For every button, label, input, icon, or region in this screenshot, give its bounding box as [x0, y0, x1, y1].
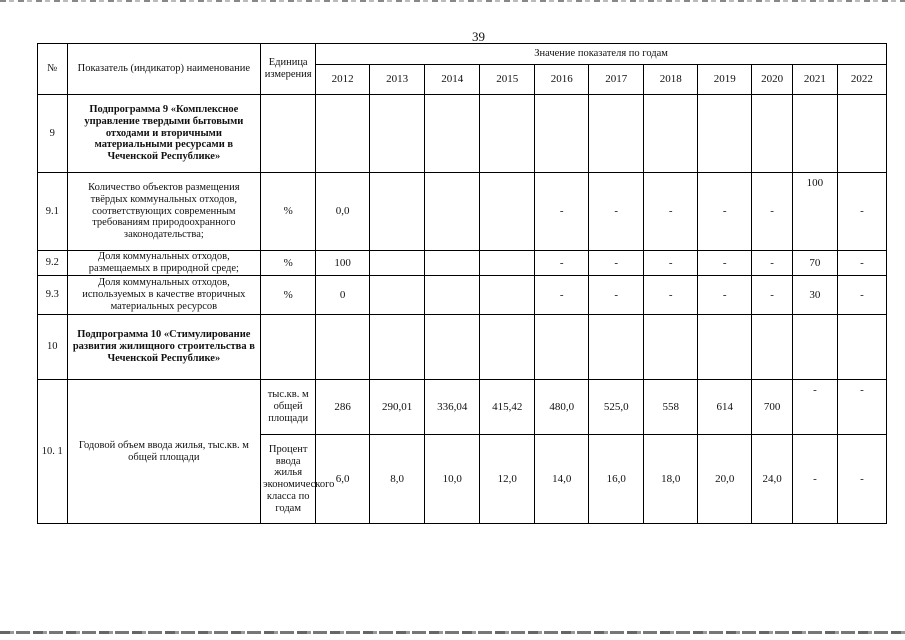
value-cell: - — [535, 276, 589, 315]
value-cell: 614 — [698, 380, 752, 435]
header-year: 2017 — [589, 65, 644, 95]
value-cell — [480, 251, 535, 276]
value-cell: 0,0 — [316, 173, 370, 251]
scan-bottom-edge — [0, 631, 905, 634]
header-year: 2018 — [644, 65, 698, 95]
value-cell: 480,0 — [535, 380, 589, 435]
value-cell: 415,42 — [480, 380, 535, 435]
table-row-9 — [38, 95, 887, 173]
unit: % — [261, 173, 316, 251]
indicator-name: Доля коммунальных отходов, размещаемых в природной среде; — [67, 251, 261, 276]
value-cell: - — [698, 173, 752, 251]
table-row-9-1 — [38, 173, 887, 251]
value-cell: 70 — [792, 251, 837, 276]
value-cell — [425, 251, 480, 276]
indicators-table — [37, 43, 887, 524]
value-cell: 0 — [316, 276, 370, 315]
value-cell — [480, 173, 535, 251]
value-cell: 336,04 — [425, 380, 480, 435]
table-row-10 — [38, 315, 887, 380]
header-year: 2021 — [792, 65, 837, 95]
value-cell — [370, 276, 425, 315]
value-cell: - — [535, 173, 589, 251]
value-cell: 525,0 — [589, 380, 644, 435]
header-no: № — [38, 44, 68, 95]
value-cell: - — [752, 251, 793, 276]
row-number: 9.3 — [38, 276, 68, 315]
unit: % — [261, 276, 316, 315]
row-number: 10 — [38, 315, 68, 380]
header-year: 2012 — [316, 65, 370, 95]
value-cell: - — [535, 251, 589, 276]
header-year: 2016 — [535, 65, 589, 95]
header-unit: Единица измерения — [261, 44, 316, 95]
value-cell — [370, 251, 425, 276]
header-year: 2022 — [837, 65, 886, 95]
unit: % — [261, 251, 316, 276]
header-year: 2015 — [480, 65, 535, 95]
value-cell: 558 — [644, 380, 698, 435]
value-cell: 286 — [316, 380, 370, 435]
value-cell: - — [792, 435, 837, 524]
value-cell: 24,0 — [752, 435, 793, 524]
subprogram-title: Подпрограмма 10 «Стимулирование развития жилищного строительства в Чеченской Республике» — [67, 315, 261, 380]
value-cell: 18,0 — [644, 435, 698, 524]
value-cell: 12,0 — [480, 435, 535, 524]
value-cell: - — [837, 251, 886, 276]
value-cell: - — [752, 173, 793, 251]
header-indicator: Показатель (индикатор) наименование — [67, 44, 261, 95]
header-year: 2013 — [370, 65, 425, 95]
value-cell — [480, 276, 535, 315]
value-cell: 290,01 — [370, 380, 425, 435]
value-cell: - — [644, 173, 698, 251]
value-cell — [425, 276, 480, 315]
header-year: 2019 — [698, 65, 752, 95]
value-cell — [370, 173, 425, 251]
header-values-by-year: Значение показателя по годам — [316, 44, 887, 65]
row-number: 10. 1 — [38, 380, 68, 524]
value-cell: - — [837, 276, 886, 315]
value-cell: - — [589, 251, 644, 276]
row-number: 9 — [38, 95, 68, 173]
value-cell: - — [837, 173, 886, 251]
row-number: 9.1 — [38, 173, 68, 251]
value-cell: 14,0 — [535, 435, 589, 524]
subprogram-title: Подпрограмма 9 «Комплексное управление твердыми бытовыми отходами и вторичными материальными ресурсами в Чеченской Республике» — [67, 95, 261, 173]
value-cell: - — [644, 276, 698, 315]
unit: тыс.кв. м общей площади — [261, 380, 316, 435]
value-cell: - — [752, 276, 793, 315]
value-cell: - — [837, 380, 886, 435]
value-cell: - — [589, 276, 644, 315]
table-row-9-3 — [38, 276, 887, 315]
header-year: 2020 — [752, 65, 793, 95]
value-cell: 700 — [752, 380, 793, 435]
value-cell: - — [698, 276, 752, 315]
table-row-10-1-a — [38, 380, 887, 435]
value-cell: 16,0 — [589, 435, 644, 524]
value-cell: 100 — [792, 173, 837, 251]
page-number: 39 — [472, 29, 485, 44]
value-cell: - — [792, 380, 837, 435]
value-cell: - — [589, 173, 644, 251]
header-row-1 — [38, 44, 887, 65]
value-cell: 10,0 — [425, 435, 480, 524]
value-cell: - — [644, 251, 698, 276]
value-cell: - — [837, 435, 886, 524]
value-cell: 8,0 — [370, 435, 425, 524]
value-cell: 100 — [316, 251, 370, 276]
header-year: 2014 — [425, 65, 480, 95]
indicator-name: Доля коммунальных отходов, используемых в качестве вторичных материальных ресурсов — [67, 276, 261, 315]
value-cell: 20,0 — [698, 435, 752, 524]
unit: Процент ввода жилья экономического класса по годам — [261, 435, 316, 524]
table-row-9-2 — [38, 251, 887, 276]
indicator-name: Годовой объем ввода жилья, тыс.кв. м общей площади — [67, 380, 261, 524]
value-cell — [425, 173, 480, 251]
indicator-name: Количество объектов размещения твёрдых коммунальных отходов, соответствующих современным требованиям природоохранного законодательства; — [67, 173, 261, 251]
value-cell: 6,0 — [316, 435, 370, 524]
row-number: 9.2 — [38, 251, 68, 276]
scan-top-edge — [0, 0, 905, 2]
value-cell: - — [698, 251, 752, 276]
value-cell: 30 — [792, 276, 837, 315]
